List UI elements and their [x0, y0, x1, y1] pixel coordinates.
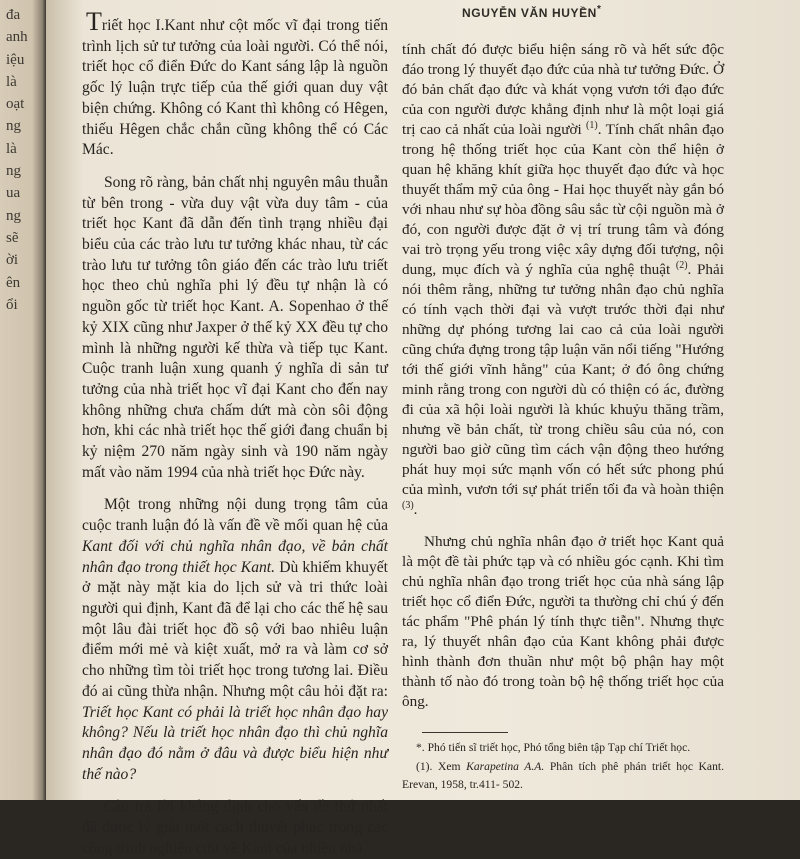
fragment-line: iệu — [6, 51, 25, 68]
footnote-1 — [402, 758, 724, 795]
footnote-1-c: Phân tích phê phán triết học Kant. Erevan, 1958, tr.411- 502. — [402, 759, 724, 791]
paragraph-dualism: Song rõ ràng, bản chất nhị nguyên mâu thuẫn từ bên trong - vừa duy vật vừa duy tâm - của triết học Kant đã dẫn đến tình trạng nhiều đại biểu của các trào lưu tư tưởng khác nhau, từ các trào lưu tư tưởng tôn giáo đến các trào lưu triết học theo chủ nghĩa phi lý đều tự nhận là có nguồn gốc từ triết học Kant. A. Sopenhao ở thế kỷ XIX cũng như Jaxper ở thế kỷ XX đều tự cho mình là những người kế thừa và tiếp tục Kant. Cuộc tranh luận xung quanh ý nghĩa di sản tư tưởng của nhà triết học vĩ đại Kant cho đến nay không những chưa chấm dứt mà còn sôi động hơn, khi các nhà triết học thế giới đang chuẩn bị kỷ niệm 270 năm ngày sinh và 190 năm ngày mất vào năm 1994 của nhà triết học Đức này. — [82, 173, 388, 481]
author-footnote-mark: * — [596, 4, 602, 15]
footnote-divider — [422, 732, 508, 733]
intro-text: riết học I.Kant như cột mốc vĩ đại trong tiến trình lịch sử tư tưởng của loài người. Có thể nói, triết học cổ điển Đức do Kant sáng lập là nguồn gốc lý luận trực tiếp của thế giới quan duy vật biện chứng. Không có Kant thì không có Hêgen, thiếu Hêgen chắc chắn cũng không thể có Các Mác. — [82, 17, 388, 159]
fragment-line — [6, 628, 46, 650]
fragment-line: là — [6, 140, 17, 157]
ethics-text-d: . — [413, 501, 418, 518]
debate-text-a: Một trong những nội dung trọng tâm của cuộc tranh luận đó là vấn đề về mối quan hệ của — [82, 496, 388, 535]
author-name: NGUYỄN VĂN HUYỀN — [462, 6, 597, 20]
fragment-line — [6, 338, 46, 360]
fragment-line: ời — [6, 252, 19, 269]
fragment-line: đa — [6, 7, 21, 23]
previous-page-edge — [0, 0, 46, 800]
fragment-line — [6, 561, 46, 583]
document-page — [46, 0, 800, 857]
fragment-line — [6, 316, 46, 338]
fragment-line — [6, 495, 46, 517]
footnote-ref-2: (2) — [675, 259, 688, 271]
fragment-line — [6, 695, 46, 717]
fragment-line — [6, 539, 46, 561]
fragment-line — [6, 405, 46, 427]
fragment-line — [6, 450, 46, 472]
fragment-line: anh — [6, 29, 28, 46]
paragraph-answer: Câu trả lời khẳng định cho vấn đề thứ nhất đã được lý giải một cách thuyết phục trong các công trình nghiên cứu về Kant của nhiều nhà — [82, 798, 388, 857]
fragment-line: ên — [6, 274, 21, 291]
fragment-line — [6, 361, 46, 383]
fragment-line — [6, 517, 46, 539]
author-header — [462, 6, 601, 20]
drop-cap: T — [86, 7, 102, 36]
footnote-1-author: Karapetina A.A. — [466, 759, 545, 773]
ethics-text-c: . Phải nói thêm rằng, những tư tưởng nhân đạo chủ nghĩa có tính vạch thời đại và vượt trước thời đại như những dự phóng tương lai cao cả của loài người cũng chứa đựng trong tập luận văn nổi tiếng "Hướng tới thế giới vĩnh hằng" của Kant; ở đó ông chứng minh rằng trong con người dù có thiện có ác, đường đi của xã hội loài người là khúc khuỷu thăng trầm, nhưng về bản chất, từ trong chiều sâu của nó, con người bao giờ cũng tìm cách vận động theo hướng phát huy mọi sức mạnh vốn có hết sức phong phú của mình, vươn tới sự phát triển tối đa và hoàn thiện — [402, 261, 724, 498]
debate-text-b: Dù khiếm khuyết ở mặt này mặt kia do lịch sử và tri thức loài người qui định, Kant đã để lại cho các thế hệ sau một lâu đài triết học đồ sộ với bao nhiêu luận điểm mới mẻ và kiệt xuất, mở ra và làm cơ sở cho những tìm tòi triết học trong tương lai. Điều đó ai cũng thừa nhận. Nhưng một câu hỏi đặt ra: — [82, 558, 388, 700]
fragment-line — [6, 673, 46, 695]
fragment-line: ua — [6, 185, 21, 202]
fragment-line: ổi — [6, 296, 18, 313]
paragraph-humanism: Nhưng chủ nghĩa nhân đạo ở triết học Kant quả là một đề tài phức tạp và có nhiều góc cạnh. Khi tìm chủ nghĩa nhân đạo trong triết học của nhà sáng lập triết học cổ điển Đức, người ta thường chỉ chú ý đến tác phẩm "Phê phán lý tính thực tiễn". Nhưng thực ra, lý thuyết nhân đạo của Kant không phải được hình thành đơn thuần như một bộ phận hay một thành tố nào đó trong toàn bộ hệ thống triết học của ông. — [402, 533, 724, 710]
fragment-line — [6, 718, 46, 740]
fragment-line — [6, 584, 46, 606]
right-column — [402, 40, 724, 795]
ethics-text-b: . Tính chất nhân đạo trong hệ thống triết học của Kant còn thể hiện ở quan hệ khăng khít giữa học thuyết đạo đức và học thuyết thẩm mỹ của ông - Hai học thuyết này gắn bó với nhau như sự hòa đồng sâu sắc từ cội nguồn mà ở đó, con người được đặt ở vị trí trung tâm và đóng vai trò trọng yếu trong việc xây dựng đối tượng, nội dung, mục đích và ý nghĩa của nghệ thuật — [402, 121, 724, 278]
fragment-line — [6, 606, 46, 628]
debate-italic-a: Kant đối với chủ nghĩa nhân đạo, về bản chất nhân đạo trong thiết học Kant. — [82, 537, 388, 576]
fragment-line — [6, 784, 46, 806]
footnote-ref-3: (3) — [402, 499, 414, 511]
fragment-line: ng — [6, 163, 21, 180]
footnote-author: *. Phó tiến sĩ triết học, Phó tổng biên tập Tạp chí Triết học. — [416, 741, 691, 754]
fragment-line — [6, 383, 46, 405]
debate-question: Triết học Kant có phải là triết học nhân đạo hay không? Nếu là triết học nhân đạo thì chủ nghĩa nhân đạo đó nằm ở đâu và được biểu hiện như thế nào? — [82, 703, 388, 783]
fragment-line — [6, 651, 46, 673]
footnote-ref-1: (1) — [586, 119, 598, 131]
fragment-line: là — [6, 73, 17, 90]
paragraph-ethics — [402, 40, 724, 520]
fragment-line — [6, 740, 46, 762]
fragment-line — [6, 472, 46, 494]
footnote-1-a: (1). Xem — [416, 759, 467, 773]
ethics-text-a: tính chất đó được biểu hiện sáng rõ và hết sức độc đáo trong lý thuyết đạo đức của nhà tư tưởng Đức. Ở đó bản chất đạo đức và khát vọng vươn tới đạo đức của con người được khẳng định như là một loại giá trị cao cả nhất của loài người — [402, 41, 724, 138]
left-column — [82, 7, 388, 859]
fragment-line: sẽ — [6, 229, 19, 246]
fragment-line: ng — [6, 207, 21, 224]
fragment-line — [6, 428, 46, 450]
paragraph-intro — [82, 7, 388, 161]
fragment-line — [6, 762, 46, 784]
fragment-line: oạt — [6, 96, 25, 113]
previous-page-fragments — [0, 0, 46, 807]
fragment-line: ng — [6, 118, 21, 135]
paragraph-debate — [82, 495, 388, 785]
